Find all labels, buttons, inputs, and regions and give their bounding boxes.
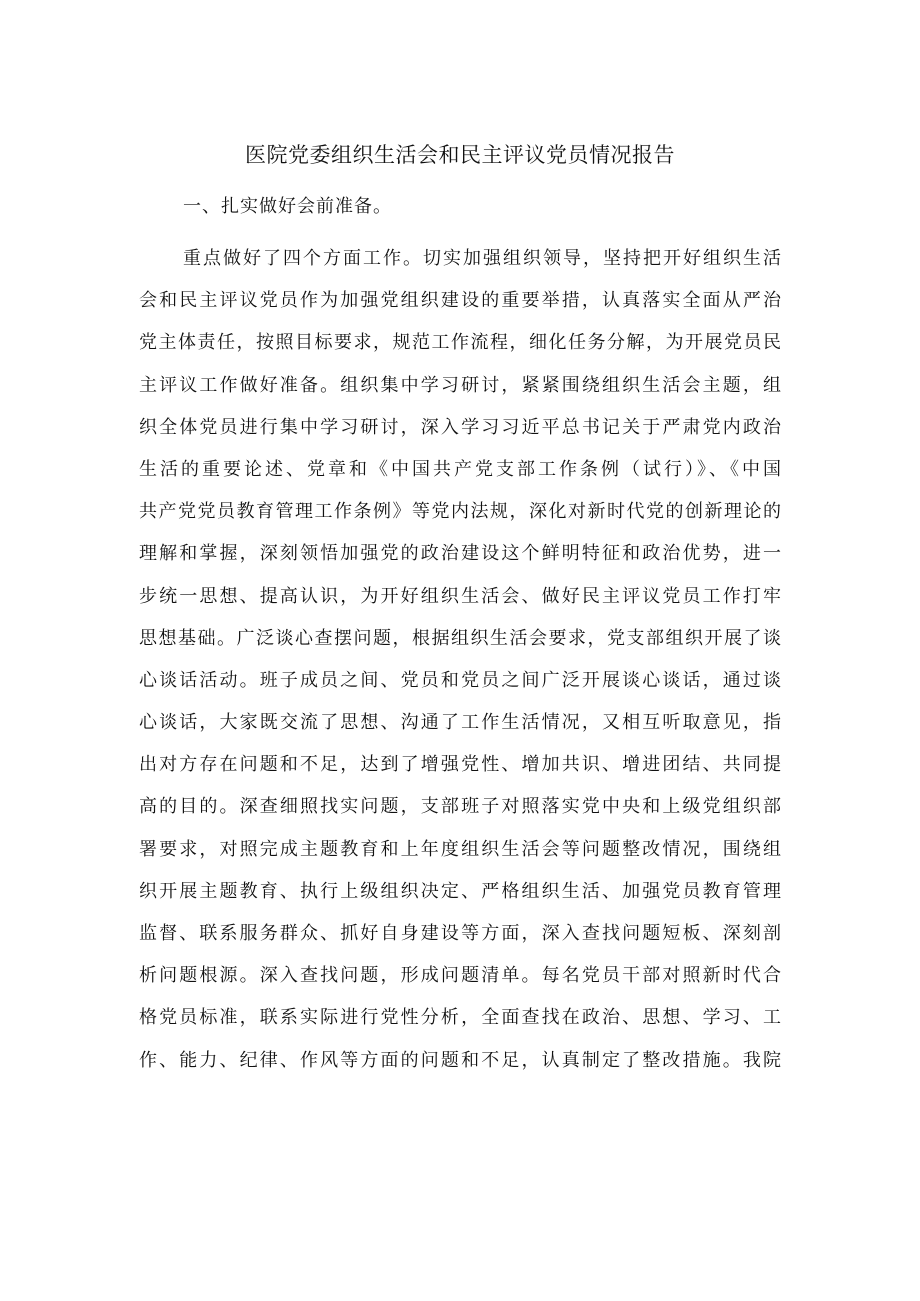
paragraph-line: 织开展主题教育、执行上级组织决定、严格组织生活、加强党员教育管理	[139, 880, 781, 902]
paragraph-line: 格党员标准，联系实际进行党性分析，全面查找在政治、思想、学习、工	[139, 1007, 781, 1029]
paragraph-line: 会和民主评议党员作为加强党组织建设的重要举措，认真落实全面从严治	[139, 290, 781, 312]
paragraph-line: 织全体党员进行集中学习研讨，深入学习习近平总书记关于严肃党内政治	[139, 416, 781, 438]
paragraph-line: 心谈话活动。班子成员之间、党员和党员之间广泛开展谈心谈话，通过谈	[139, 669, 781, 691]
paragraph-line: 监督、联系服务群众、抓好自身建设等方面，深入查找问题短板、深刻剖	[139, 923, 781, 944]
paragraph-line: 心谈话，大家既交流了思想、沟通了工作生活情况，又相互听取意见，指	[139, 712, 781, 734]
paragraph-line: 析问题根源。深入查找问题，形成问题清单。每名党员干部对照新时代合	[139, 965, 781, 987]
paragraph-line: 作、能力、纪律、作风等方面的问题和不足，认真制定了整改措施。我院	[139, 1049, 781, 1071]
paragraph-line: 高的目的。深查细照找实问题，支部班子对照落实党中央和上级党组织部	[139, 796, 781, 818]
paragraph-line: 生活的重要论述、党章和《中国共产党支部工作条例（试行）》、《中国	[139, 458, 781, 480]
paragraph-line: 思想基础。广泛谈心查摆问题，根据组织生活会要求，党支部组织开展了谈	[139, 627, 781, 649]
body-paragraph	[139, 238, 781, 1082]
paragraph-line: 主评议工作做好准备。组织集中学习研讨，紧紧围绕组织生活会主题，组	[139, 374, 781, 396]
paragraph-line: 共产党党员教育管理工作条例》等党内法规，深化对新时代党的创新理论的	[139, 501, 781, 523]
section-heading: 一、扎实做好会前准备。	[183, 196, 392, 217]
paragraph-line: 理解和掌握，深刻领悟加强党的政治建设这个鲜明特征和政治优势，进一	[139, 543, 781, 565]
paragraph-line: 步统一思想、提高认识，为开好组织生活会、做好民主评议党员工作打牢	[139, 585, 781, 607]
paragraph-line: 重点做好了四个方面工作。切实加强组织领导，坚持把开好组织生活	[183, 248, 781, 269]
paragraph-line: 党主体责任，按照目标要求，规范工作流程，细化任务分解，为开展党员民	[139, 332, 781, 354]
paragraph-line: 署要求，对照完成主题教育和上年度组织生活会等问题整改情况，围绕组	[139, 838, 781, 860]
document-title: 医院党委组织生活会和民主评议党员情况报告	[245, 143, 675, 167]
paragraph-line: 出对方存在问题和不足，达到了增强党性、增加共识、增进团结、共同提	[139, 754, 781, 776]
